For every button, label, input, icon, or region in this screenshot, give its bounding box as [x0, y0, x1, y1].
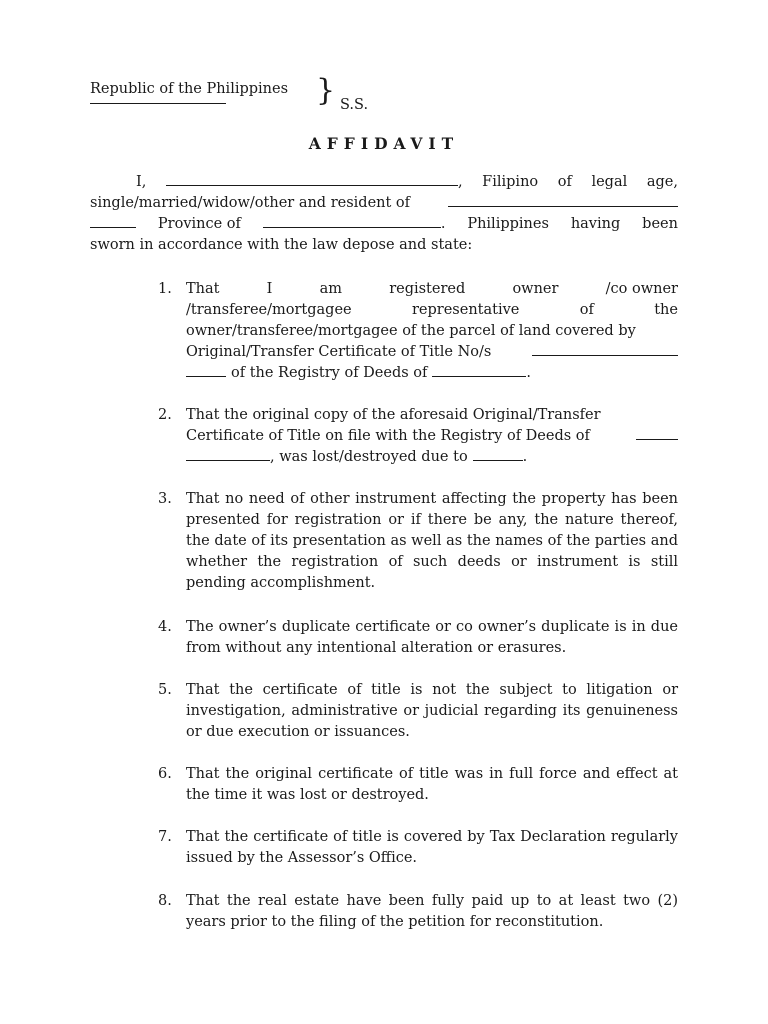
list-item: 8. That the real estate have been fully paid up to at least two (2) years prior to the filing of the petition for reconstitution.: [158, 893, 678, 930]
list-item: 1. That I am registered owner /co owner /transferee/mortgagee representative of the owner/transferee/mortgagee of the parcel of land covered by Original/Transfer Certificate of Title No/s of the Registry of Deeds of .: [158, 281, 678, 381]
title-number-blank[interactable]: [532, 342, 678, 356]
venue-block: [90, 79, 288, 104]
list-item: 4. The owner’s duplicate certificate or co owner’s duplicate is in due from without any intentional alteration or erasures.: [158, 619, 678, 656]
residence-blank[interactable]: [448, 193, 678, 207]
list-item: 7. That the certificate of title is covered by Tax Declaration regularly issued by the Assessor’s Office.: [158, 829, 678, 866]
list-item: 2. That the original copy of the aforesaid Original/Transfer Certificate of Title on file with the Registry of Deeds of , was lost/destroyed due to .: [158, 405, 678, 468]
registry-blank-2[interactable]: [636, 426, 678, 440]
cause-blank[interactable]: [473, 447, 523, 461]
province-blank[interactable]: [263, 214, 441, 228]
venue-ss: S.S.: [340, 97, 369, 113]
intro-line-2: single/married/widow/other and resident of: [90, 193, 678, 214]
list-item: 5. That the certificate of title is not the subject to litigation or investigation, administrative or judicial regarding its genuineness or due execution or issuances.: [158, 682, 678, 740]
venue-blank-line: [90, 103, 226, 104]
title-number-blank-2[interactable]: [186, 363, 226, 377]
list-item: 3. That no need of other instrument affecting the property has been presented for registration or if there be any, the nature thereof, the date of its presentation as well as the names of the parties and whether the registration of such deeds or instrument is still pending accomplishment.: [158, 491, 678, 591]
residence-blank-2[interactable]: [90, 214, 136, 228]
intro-line-1: I, , Filipino of legal age,: [136, 174, 678, 190]
document-title: AFFIDAVIT: [308, 134, 460, 153]
registry-blank[interactable]: [432, 363, 526, 377]
venue-brace: }: [316, 73, 336, 108]
intro-paragraph: [90, 172, 678, 256]
intro-line-3: Province of . Philippines having been: [90, 214, 678, 235]
affiant-name-blank[interactable]: [166, 172, 458, 186]
intro-line-4: sworn in accordance with the law depose and state:: [90, 237, 473, 253]
registry-blank-3[interactable]: [186, 447, 270, 461]
list-item: 6. That the original certificate of title was in full force and effect at the time it was lost or destroyed.: [158, 766, 678, 803]
venue-country: Republic of the Philippines: [90, 81, 289, 97]
